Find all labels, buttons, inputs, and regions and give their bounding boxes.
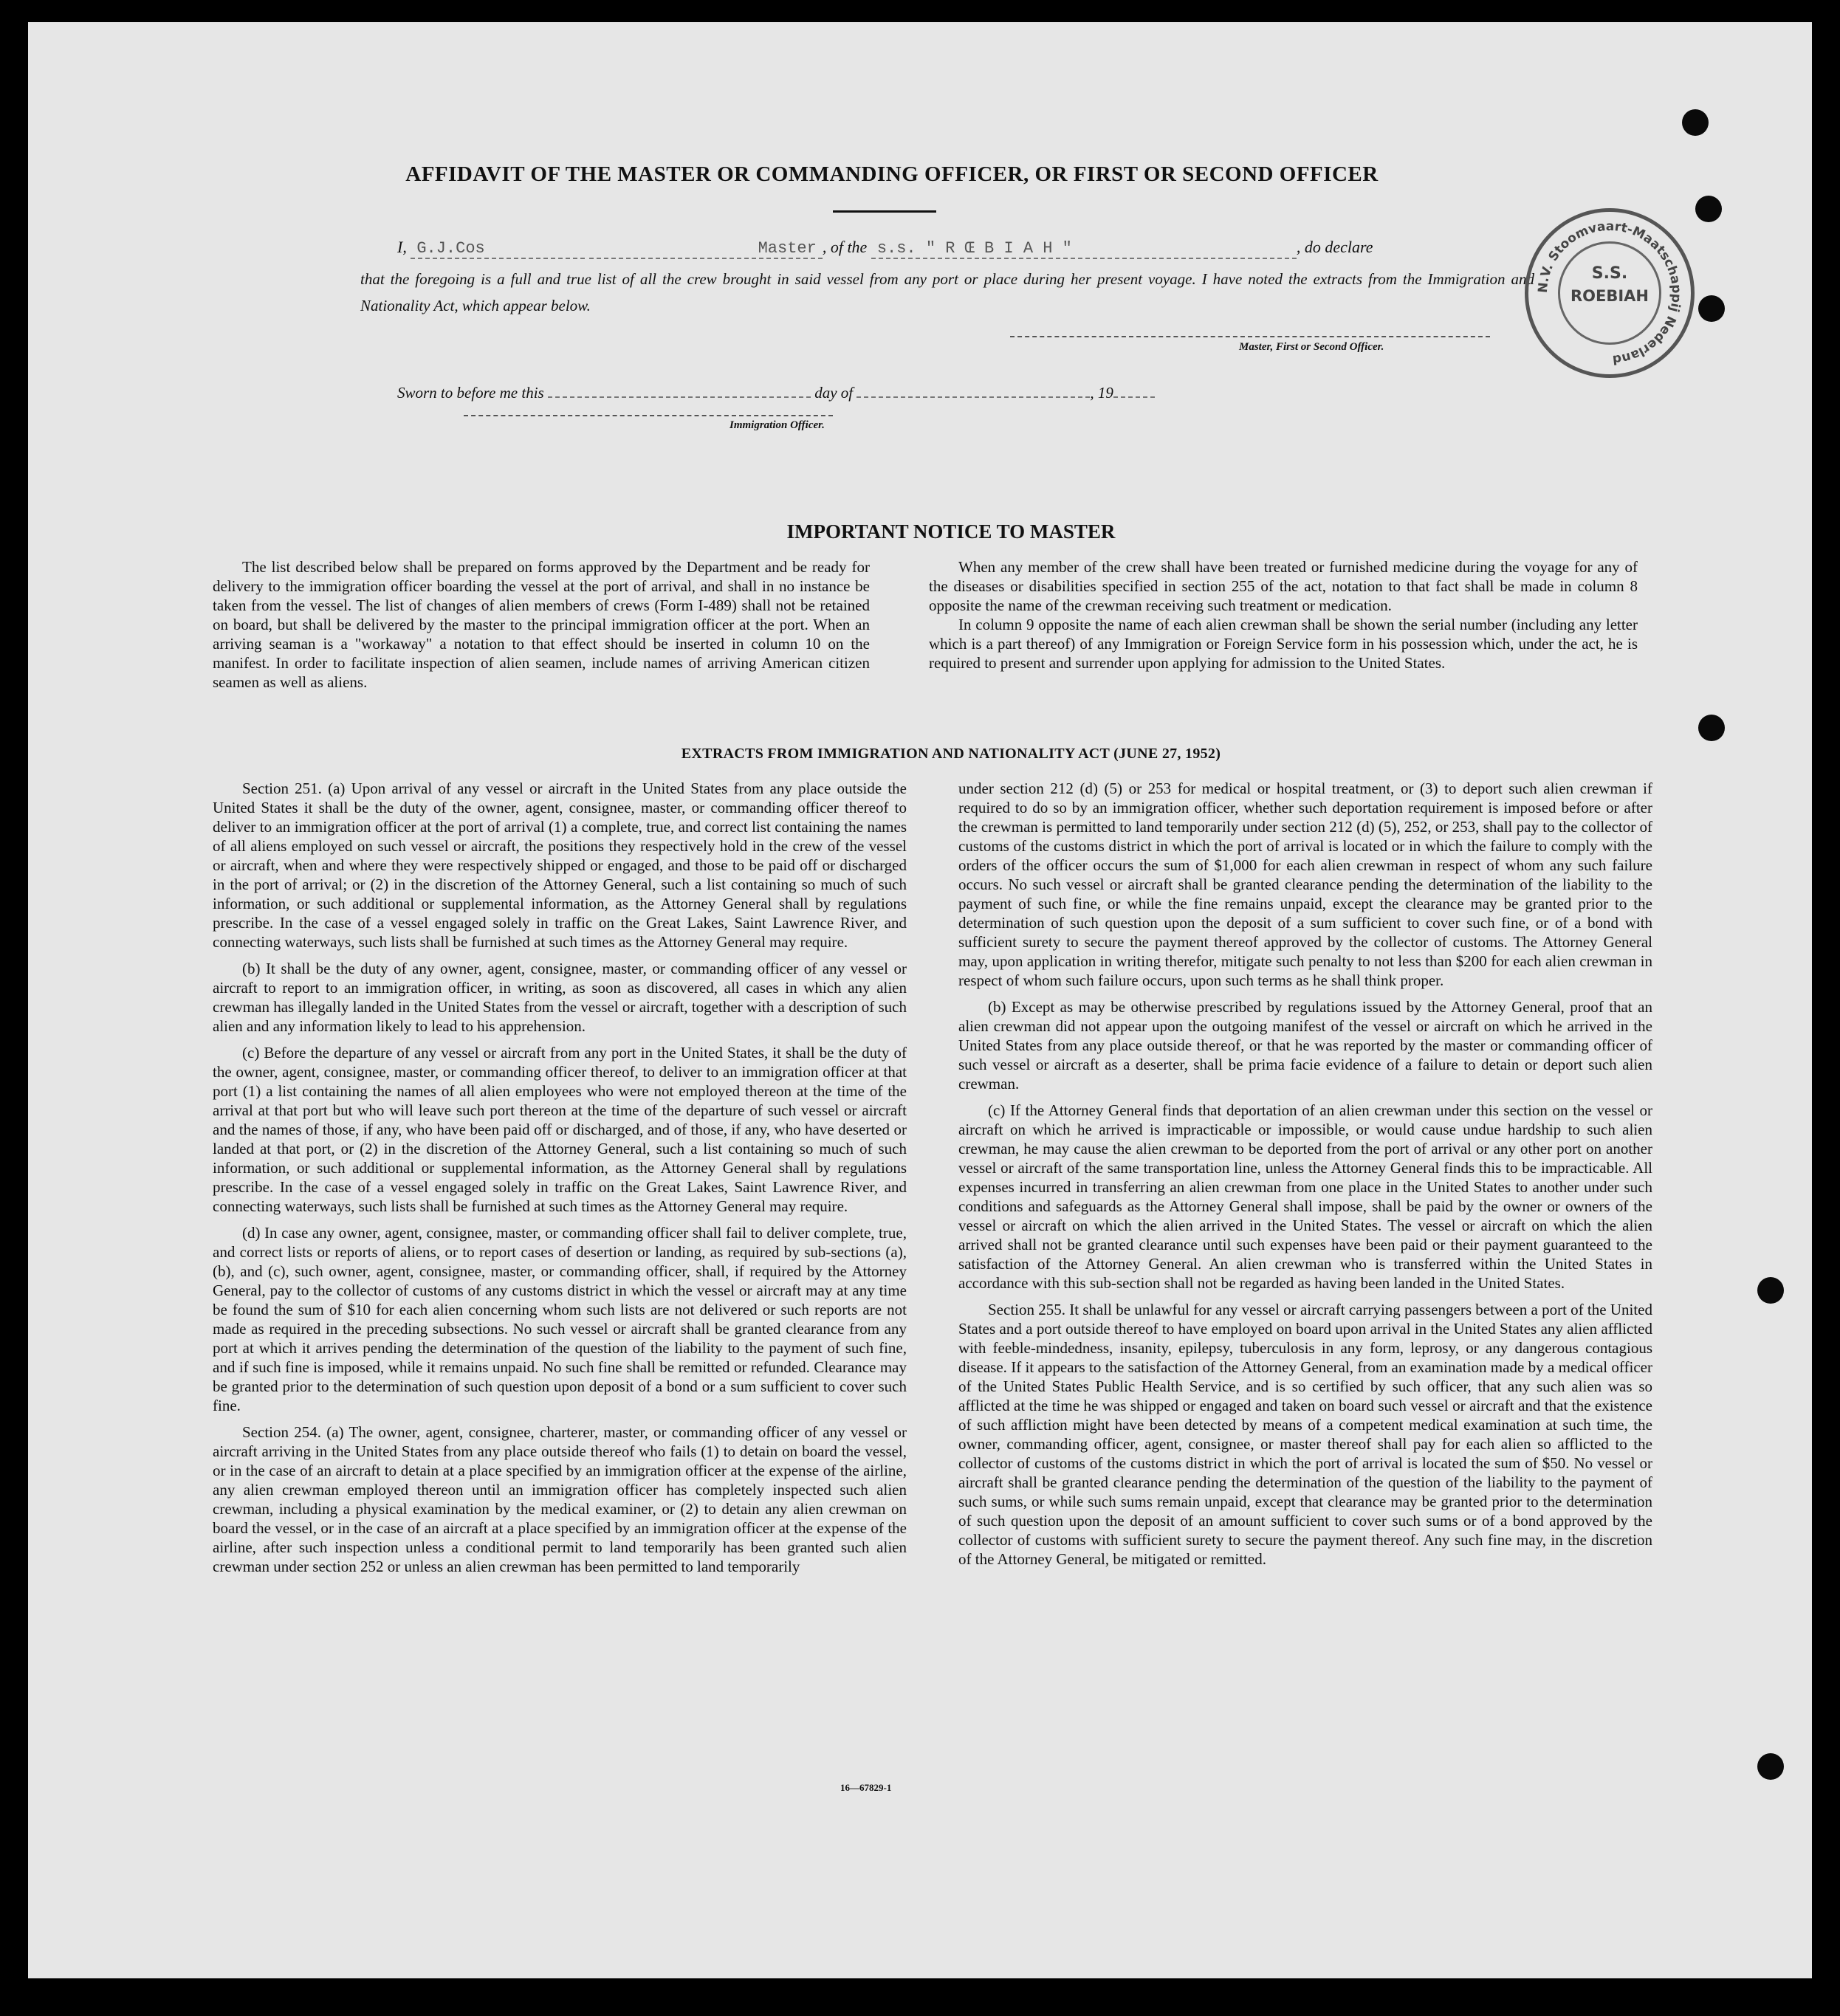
notice-left-paragraph: The list described below shall be prepared on forms approved by the Department and be ready for delivery to the immigration officer boarding the vessel at the port of arrival, and shall in no instance be taken from the vessel. The list of changes of alien members of crews (Form I-489) shall not be retained on board, but shall be delivered by the master to the principal immigration officer at the port. When an arriving seaman is a "workaway" a notation to that effect should be inserted in column 10 on the manifest. In order to facilitate inspection of alien seamen, include names of arriving American citizen seamen as well as aliens. (213, 558, 870, 691)
punch-hole (1682, 109, 1709, 136)
day-of-label: day of (814, 384, 854, 402)
sworn-year-field (1113, 396, 1155, 398)
stamp-ss: S.S. (1591, 264, 1628, 283)
year-label: , 19 (1090, 384, 1113, 402)
officer-signature-caption: Immigration Officer. (730, 419, 825, 431)
notice-left-column (213, 557, 870, 699)
stamp-inner-circle (1558, 241, 1661, 345)
master-signature-caption: Master, First or Second Officer. (1239, 341, 1384, 353)
section-254-a-continued: under section 212 (d) (5) or 253 for medical or hospital treatment, or (3) to deport such alien crewman if required to do so by an immigration officer, whether such deportation requirement is imposed before or after the crewman is permitted to land temporarily under section 212 (d) (5), 252, or 253, shall pay to the collector of customs of the customs district in which the port of arrival is located or in which the failure to comply with the orders of the officer occurs the sum of $1,000 for each alien crewman in respect of whom any such failure occurs. No such vessel or aircraft shall be granted clearance pending the determination of the liability to the payment of such fine, or while the fine remains unpaid, except the clearance may be granted prior to the determination of such question upon the deposit of a sum sufficient to cover such fine, or of a bond with sufficient surety to secure the payment thereof approved by the collector of customs. The Attorney General may, upon application in writing therefor, mitigate such penalty to not less than $200 for each alien crewman in respect of whom such failure occurs, upon such terms as he shall think proper. (958, 780, 1652, 989)
vessel-name-field: s.s. " R Œ B I A H " (871, 239, 1297, 259)
section-254-b: (b) Except as may be otherwise prescribed by regulations issued by the Attorney General, proof that an alien crewman did not appear upon the outgoing manifest of the vessel or aircraft on which he arrived in the United States from any place outside thereof, or that he was reported by the master or commanding officer of such vessel or aircraft as a deserter, shall be prima facie evidence of a failure to detain or deport such alien crewman. (958, 998, 1652, 1093)
document-page (28, 22, 1812, 1978)
section-251-b: (b) It shall be the duty of any owner, agent, consignee, master, or commanding officer of any vessel or aircraft to report to an immigration officer, in writing, as soon as discovered, all cases in which any alien crewman has illegally landed in the United States from the vessel or aircraft, together with a description of such alien and any information likely to lead to his apprehension. (213, 960, 907, 1035)
section-251-d: (d) In case any owner, agent, consignee, master, or commanding officer shall fail to deliver complete, true, and correct lists or reports of aliens, or to report cases of desertion or landing, as required by sub-sections (a), (b), and (c), such owner, agent, consignee, master, or commanding officer, shall, if required by the Attorney General, pay to the collector of customs of any customs district in which the vessel or aircraft may at any time be found the sum of $10 for each alien concerning whom such lists are not delivered or such reports are not made as required in the preceding subsections. No such vessel or aircraft shall be granted clearance from any port at which it arrives pending the determination of the question of the liability to the payment of such fine, and if such fine is imposed, while it remains unpaid. No such fine shall be remitted or refunded. Clearance may be granted prior to the determination of such question upon deposit of a bond or a sum sufficient to cover such fine. (213, 1224, 907, 1414)
section-254-a: Section 254. (a) The owner, agent, consignee, charterer, master, or commanding officer of any vessel or aircraft arriving in the United States from any place outside thereof who fails (1) to detain on board the vessel, or in the case of an aircraft to detain at a place specified by an immigration officer at the expense of the airline, any alien crewman employed thereon until an immigration officer has completely inspected such alien crewman, including a physical examination by the medical examiner, or (2) to detain any alien crewman on board the vessel, or in the case of an aircraft at a place specified by an immigration officer at the expense of the airline, after such inspection unless a conditional permit to land temporarily has been granted such alien crewman under section 252 or unless an alien crewman has been permitted to land temporarily (213, 1423, 907, 1575)
extracts-left-column (213, 779, 907, 1583)
affidavit-title: AFFIDAVIT OF THE MASTER OR COMMANDING OFFICER, OR FIRST OR SECOND OFFICER (405, 162, 1379, 186)
officer-signature-line (464, 415, 833, 416)
punch-hole (1695, 196, 1722, 222)
extracts-heading: EXTRACTS FROM IMMIGRATION AND NATIONALITY ACT (JUNE 27, 1952) (681, 746, 1221, 762)
punch-hole (1757, 1277, 1784, 1304)
declaration-text: that the foregoing is a full and true list of all the crew brought in said vessel from any port or place during her present voyage. I have noted the extracts from the Immigration and Nationality Act, which appear below. (360, 270, 1534, 314)
notice-right-paragraph-1: When any member of the crew shall have been treated or furnished medicine during the voyage for any of the diseases or disabilities specified in section 255 of the act, notation to that fact shall be made in column 8 opposite the name of the crewman receiving such treatment or medication. (929, 558, 1638, 614)
extracts-right-column (958, 779, 1652, 1576)
i-label: I, (397, 238, 407, 256)
ship-stamp (1525, 208, 1695, 378)
section-251-a: Section 251. (a) Upon arrival of any vessel or aircraft in the United States from any place outside the United States it shall be the duty of the owner, agent, consignee, master, or commanding officer thereof to deliver to an immigration officer at the port of arrival (1) a complete, true, and correct list containing the names of all aliens employed on such vessel or aircraft, the positions they respectively hold in the crew of the vessel or aircraft, when and where they were respectively shipped or engaged, and those to be paid off or discharged in the port of arrival; or (2) in the discretion of the Attorney General, such a list containing so much of such information, or such additional or supplemental information, as the Attorney General shall by regulations prescribe. In the case of a vessel engaged solely in traffic on the Great Lakes, Saint Lawrence River, and connecting waterways, such lists shall be furnished at such times as the Attorney General may require. (213, 780, 907, 951)
punch-hole (1698, 715, 1725, 741)
stamp-vessel: ROEBIAH (1570, 287, 1649, 305)
master-signature-line (1010, 336, 1490, 337)
punch-hole (1757, 1753, 1784, 1780)
sworn-month-field (857, 396, 1090, 398)
notice-right-paragraph-2: In column 9 opposite the name of each alien crewman shall be shown the serial number (including any letter which is a part thereof) of any Immigration or Foreign Service form in his possession which, under the act, he is required to present and surrender upon applying for admission to the United States. (929, 616, 1638, 672)
section-251-c: (c) Before the departure of any vessel or aircraft from any port in the United States, it shall be the duty of the owner, agent, consignee, master, or commanding officer thereof, to deliver to an immigration officer at that port (1) a list containing the names of all alien employees who were not employed thereon at the time of the arrival at that port but who will leave such port thereon at the time of the departure of such vessel or aircraft and the names of those, if any, who have been paid off or discharged, and of those, if any, who have deserted or landed at that port, or (2) in the discretion of the Attorney General, such a list containing so much of such information, or such additional or supplemental information, as the Attorney General shall by regulations prescribe. In the case of a vessel engaged solely in traffic on the Great Lakes, Saint Lawrence River, and connecting waterways, such lists shall be furnished at such times as the Attorney General may require. (213, 1044, 907, 1215)
do-declare-label: , do declare (1296, 238, 1373, 256)
form-number: 16—67829-1 (840, 1782, 892, 1793)
sworn-day-field (548, 396, 811, 398)
notice-heading: IMPORTANT NOTICE TO MASTER (786, 520, 1116, 543)
master-name-field: G.J.Cos (411, 239, 585, 259)
of-the-label: , of the (822, 238, 868, 256)
section-255: Section 255. It shall be unlawful for any vessel or aircraft carrying passengers between a port of the United States and a port outside thereof to have employed on board upon arrival in the United States any alien afflicted with feeble-mindedness, insanity, epilepsy, tuberculosis in any form, leprosy, or any dangerous contagious disease. If it appears to the satisfaction of the Attorney General, from an examination made by a medical officer of the United States Public Health Service, and is so certified by such officer, that any such alien was so afflicted at the time he was shipped or engaged and taken on board such vessel or aircraft and that the existence of such affliction might have been detected by means of a competent medical examination at such time, the owner, commanding officer, agent, consignee, or master thereof shall pay for each alien so afflicted to the collector of customs of the customs district in which the port of arrival is located the sum of $50. No vessel or aircraft shall be granted clearance pending the determination of the question of the liability to the payment of such sums, or while such sums remain unpaid, except that clearance may be granted prior to the determination of such question upon the deposit of an amount sufficient to cover such sums or of a bond approved by the collector of customs with sufficient surety to secure the payment thereof. Any such fine may, in the discretion of the Attorney General, be mitigated or remitted. (958, 1301, 1652, 1568)
title-rule (833, 210, 936, 213)
section-254-c: (c) If the Attorney General finds that deportation of an alien crewman under this section on the vessel or aircraft on which he arrived is impracticable or impossible, or would cause undue hardship to such alien crewman, he may cause the alien crewman to be deported from the port of arrival or any other port on another vessel or aircraft of the same transportation line, unless the Attorney General finds this to be impracticable. All expenses incurred in transferring an alien crewman from one place in the United States to another under such conditions and safeguards as the Attorney General shall impose, shall be paid by the owner or owners of the vessel or aircraft on which the alien arrived in the United States. The vessel or aircraft on which the alien arrived shall not be granted clearance until such expenses have been paid or their payment guaranteed to the satisfaction of the Attorney General. An alien crewman who is transferred within the United States in accordance with this sub-section shall not be regarded as having been landed in the United States. (958, 1101, 1652, 1292)
notice-right-column (929, 557, 1638, 680)
stamp-outer-text: N.V. Stoomvaart-Maatschappij Nederland (1535, 219, 1684, 368)
punch-hole (1698, 295, 1725, 322)
rank-field: Master (589, 239, 823, 259)
declaration-line (397, 238, 1534, 259)
sworn-line (397, 384, 1155, 402)
sworn-label: Sworn to before me this (397, 384, 544, 402)
